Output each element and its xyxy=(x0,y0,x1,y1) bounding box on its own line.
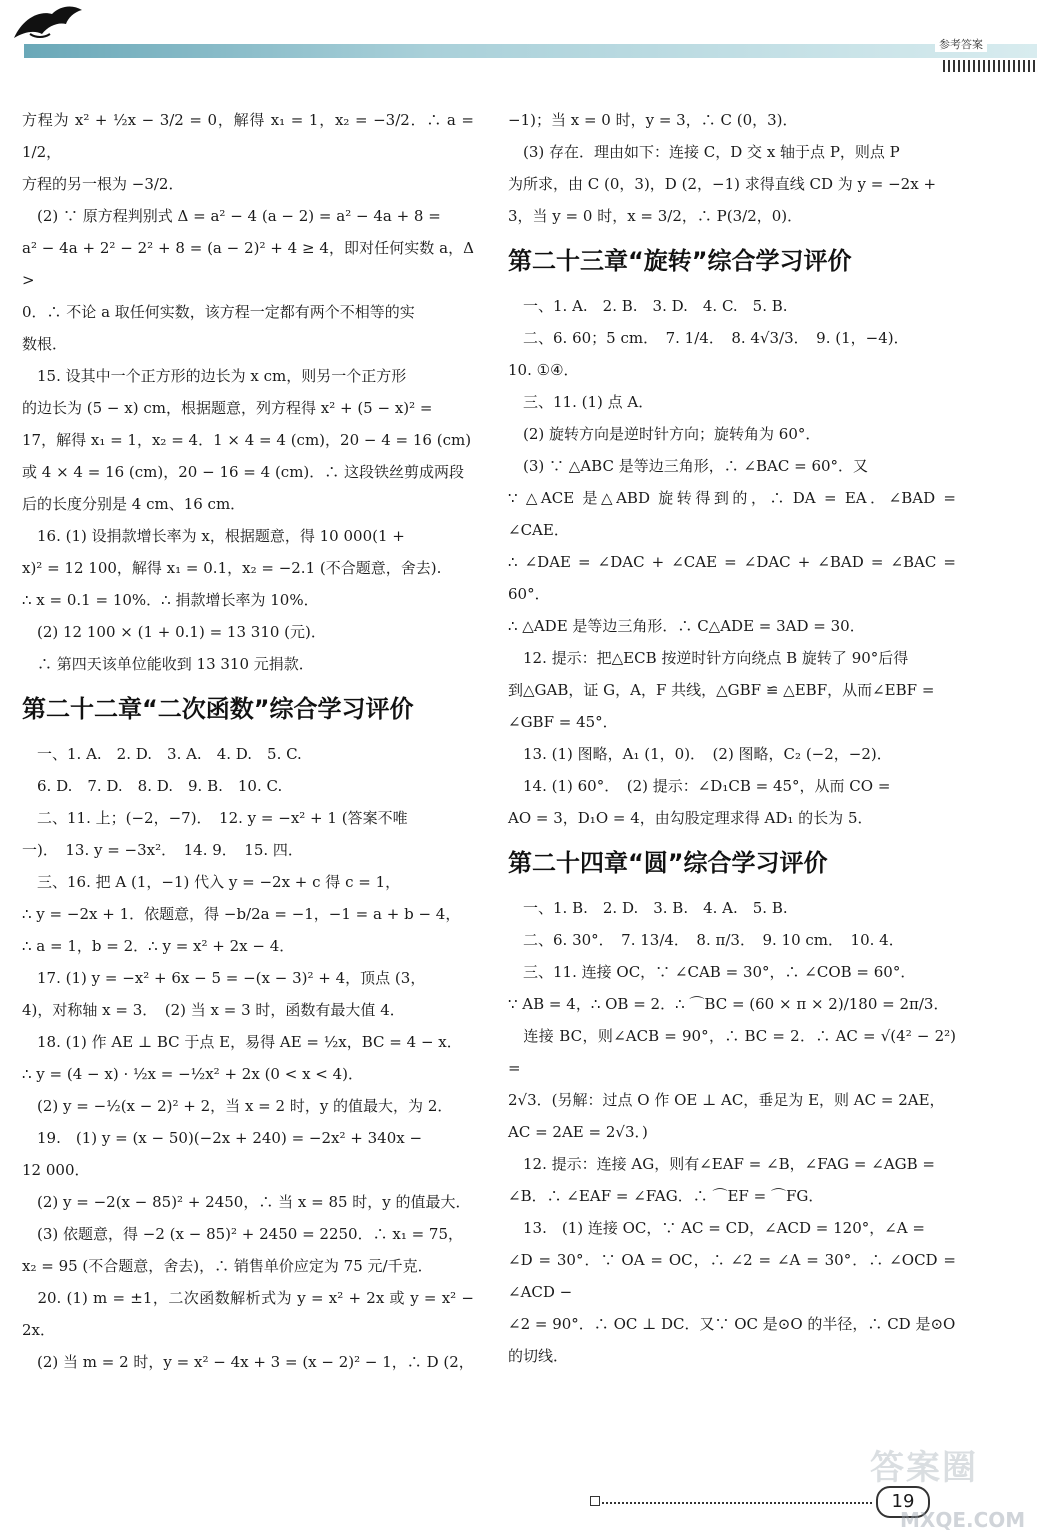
text-line: 19. (1) y = (x − 50)(−2x + 240) = −2x² + 340x − xyxy=(22,1129,423,1147)
text-line: 一、1. A. 2. B. 3. D. 4. C. 5. B. xyxy=(508,297,788,315)
text-line: x)² = 12 100，解得 x₁ = 0.1，x₂ = −2.1 (不合题意，舍去). xyxy=(22,559,442,577)
text-line: 或 4 × 4 = 16 (cm)，20 − 16 = 4 (cm)．∴ 这段铁丝剪成两段 xyxy=(22,463,465,481)
text-line: 连接 BC，则∠ACB = 90°，∴ BC = 2．∴ AC = √(4² − 2²) = xyxy=(508,1027,956,1077)
text-line: (2) ∵ 原方程判别式 Δ = a² − 4 (a − 2) = a² − 4a + 8 = xyxy=(22,207,441,225)
text-line: (2) y = −2(x − 85)² + 2450，∴ 当 x = 85 时，y 的值最大． xyxy=(22,1193,471,1211)
text-line: ∠2 = 90°．∴ OC ⊥ DC．又∵ OC 是⊙O 的半径，∴ CD 是⊙O xyxy=(508,1315,956,1333)
text-line: (2) 当 m = 2 时，y = x² − 4x + 3 = (x − 2)² − 1，∴ D (2， xyxy=(22,1353,474,1371)
text-line: 4)，对称轴 x = 3． (2) 当 x = 3 时，函数有最大值 4． xyxy=(22,1001,405,1019)
text-line: 12. 提示：连接 AG，则有∠EAF = ∠B，∠FAG = ∠AGB = xyxy=(508,1155,935,1173)
text-line: 16. (1) 设捐款增长率为 x，根据题意，得 10 000(1 + xyxy=(22,527,405,545)
text-line: 数根． xyxy=(22,335,68,353)
text-line: (2) 12 100 × (1 + 0.1) = 13 310 (元)． xyxy=(22,623,326,641)
footer-dotted-line xyxy=(602,1500,872,1504)
text-line: 一、1. A. 2. D. 3. A. 4. D. 5. C. xyxy=(22,745,302,763)
text-line: 0．∴ 不论 a 取任何实数，该方程一定都有两个不相等的实 xyxy=(22,303,415,321)
text-line: −1)；当 x = 0 时，y = 3，∴ C (0，3)． xyxy=(508,111,798,129)
text-line: 一)． 13. y = −3x²． 14. 9． 15. 四． xyxy=(22,841,303,859)
text-line: a² − 4a + 2² − 2² + 8 = (a − 2)² + 4 ≥ 4，即对任何实数 a，Δ > xyxy=(22,239,474,289)
text-line: 3，当 y = 0 时，x = 3/2，∴ P(3/2，0)． xyxy=(508,207,803,225)
text-line: (3) ∵ △ABC 是等边三角形，∴ ∠BAC = 60°．又 xyxy=(508,457,869,475)
text-line: (3) 依题意，得 −2 (x − 85)² + 2450 = 2250．∴ x₁ = 75， xyxy=(22,1225,464,1243)
text-line: 12. 提示：把△ECB 按逆时针方向绕点 B 旋转了 90°后得 xyxy=(508,649,909,667)
text-line: 20. (1) m = ±1，二次函数解析式为 y = x² + 2x 或 y = x² − 2x． xyxy=(22,1289,474,1339)
text-line: 18. (1) 作 AE ⊥ BC 于点 E，易得 AE = ½x，BC = 4 − x． xyxy=(22,1033,462,1051)
text-line: ∴ y = (4 − x) · ½x = −½x² + 2x (0 < x < 4)． xyxy=(22,1065,364,1083)
chapter-heading: 第二十三章“旋转”综合学习评价 xyxy=(508,247,852,275)
header-ticks xyxy=(943,60,1037,72)
text-line: ∵ △ACE 是△ABD 旋转得到的，∴ DA = EA．∠BAD = ∠CAE． xyxy=(508,489,956,539)
right-column xyxy=(508,104,956,1372)
text-line: 后的长度分别是 4 cm、16 cm． xyxy=(22,495,246,513)
text-line: 二、6. 60；5 cm． 7. 1/4． 8. 4√3/3． 9. (1，−4)． xyxy=(508,329,909,347)
text-line: AO = 3，D₁O = 4，由勾股定理求得 AD₁ 的长为 5． xyxy=(508,809,873,827)
text-line: 17. (1) y = −x² + 6x − 5 = −(x − 3)² + 4，顶点 (3， xyxy=(22,969,426,987)
text-line: (2) y = −½(x − 2)² + 2，当 x = 2 时，y 的值最大，为 2． xyxy=(22,1097,453,1115)
page-number: 19 xyxy=(876,1486,930,1518)
watermark-url: MXQE.COM xyxy=(900,1508,1026,1532)
text-line: 12 000． xyxy=(22,1161,90,1179)
text-line: 6. D. 7. D. 8. D. 9. B. 10. C. xyxy=(22,777,283,795)
watermark: 答案圈 xyxy=(870,1448,978,1488)
text-line: 2√3．(另解：过点 O 作 OE ⊥ AC，垂足为 E，则 AC = 2AE， xyxy=(508,1091,945,1109)
text-line: 14. (1) 60°． (2) 提示：∠D₁CB = 45°，从而 CO = xyxy=(508,777,891,795)
text-line: ∴ ∠DAE = ∠DAC + ∠CAE = ∠DAC + ∠BAD = ∠BAC = 60°． xyxy=(508,553,956,603)
text-line: ∴ 第四天该单位能收到 13 310 元捐款． xyxy=(22,655,314,673)
text-line: 二、11. 上；(−2，−7)． 12. y = −x² + 1 (答案不唯 xyxy=(22,809,408,827)
text-line: ∴ △ADE 是等边三角形．∴ C△ADE = 3AD = 30． xyxy=(508,617,865,635)
text-line: 三、16. 把 A (1，−1) 代入 y = −2x + c 得 c = 1， xyxy=(22,873,401,891)
text-line: 13. (1) 图略，A₁ (1，0)． (2) 图略，C₂ (−2，−2)． xyxy=(508,745,892,763)
text-line: (3) 存在．理由如下：连接 C，D 交 x 轴于点 P，则点 P xyxy=(508,143,900,161)
text-line: ∠B．∴ ∠EAF = ∠FAG．∴ ⌒EF = ⌒FG． xyxy=(508,1187,824,1205)
text-line: 到△GAB，证 G，A，F 共线，△GBF ≌ △EBF，从而∠EBF = xyxy=(508,681,935,699)
text-line: 三、11. 连接 OC，∵ ∠CAB = 30°，∴ ∠COB = 60°． xyxy=(508,963,916,981)
text-line: 15. 设其中一个正方形的边长为 x cm，则另一个正方形 xyxy=(22,367,407,385)
page-header xyxy=(0,0,1037,80)
text-line: ∴ a = 1，b = 2．∴ y = x² + 2x − 4． xyxy=(22,937,295,955)
chapter-heading: 第二十二章“二次函数”综合学习评价 xyxy=(22,695,414,723)
text-line: 方程的另一根为 −3/2． xyxy=(22,175,184,193)
text-line: ∵ AB = 4，∴ OB = 2．∴ ⌒BC = (60 × π × 2)/180 = 2π/3． xyxy=(508,995,949,1013)
text-line: 三、11. (1) 点 A． xyxy=(508,393,654,411)
text-line: ∴ x = 0.1 = 10%．∴ 捐款增长率为 10%． xyxy=(22,591,319,609)
header-label: 参考答案 xyxy=(935,36,987,52)
text-line: 的切线． xyxy=(508,1347,569,1365)
left-column xyxy=(22,104,474,1378)
header-bar xyxy=(24,44,1037,58)
text-line: x₂ = 95 (不合题意，舍去)，∴ 销售单价应定为 75 元/千克． xyxy=(22,1257,433,1275)
bird-logo-icon xyxy=(8,0,88,44)
text-line: 17，解得 x₁ = 1，x₂ = 4．1 × 4 = 4 (cm)，20 − 4 = 16 (cm) xyxy=(22,431,472,449)
text-line: 二、6. 30°． 7. 13/4． 8. π/3． 9. 10 cm． 10. 4． xyxy=(508,931,904,949)
chapter-heading: 第二十四章“圆”综合学习评价 xyxy=(508,849,828,877)
text-line: 10. ①④． xyxy=(508,361,579,379)
text-line: 一、1. B. 2. D. 3. B. 4. A. 5. B. xyxy=(508,899,788,917)
text-line: (2) 旋转方向是逆时针方向；旋转角为 60°． xyxy=(508,425,821,443)
text-line: 13. (1) 连接 OC，∵ AC = CD，∠ACD = 120°，∠A = xyxy=(508,1219,925,1237)
footer-square-icon xyxy=(590,1496,600,1506)
text-line: 为所求，由 C (0，3)，D (2，−1) 求得直线 CD 为 y = −2x + xyxy=(508,175,937,193)
text-line: ∠D = 30°．∵ OA = OC，∴ ∠2 = ∠A = 30°．∴ ∠OCD = ∠ACD − xyxy=(508,1251,956,1301)
text-line: ∴ y = −2x + 1．依题意，得 −b/2a = −1，−1 = a + b − 4， xyxy=(22,905,461,923)
text-line: ∠GBF = 45°． xyxy=(508,713,618,731)
text-line: AC = 2AE = 2√3．) xyxy=(508,1123,648,1141)
text-line: 的边长为 (5 − x) cm，根据题意，列方程得 x² + (5 − x)² = xyxy=(22,399,433,417)
text-line: 方程为 x² + ½x − 3/2 = 0，解得 x₁ = 1，x₂ = −3/2．∴ a = 1/2， xyxy=(22,111,474,161)
